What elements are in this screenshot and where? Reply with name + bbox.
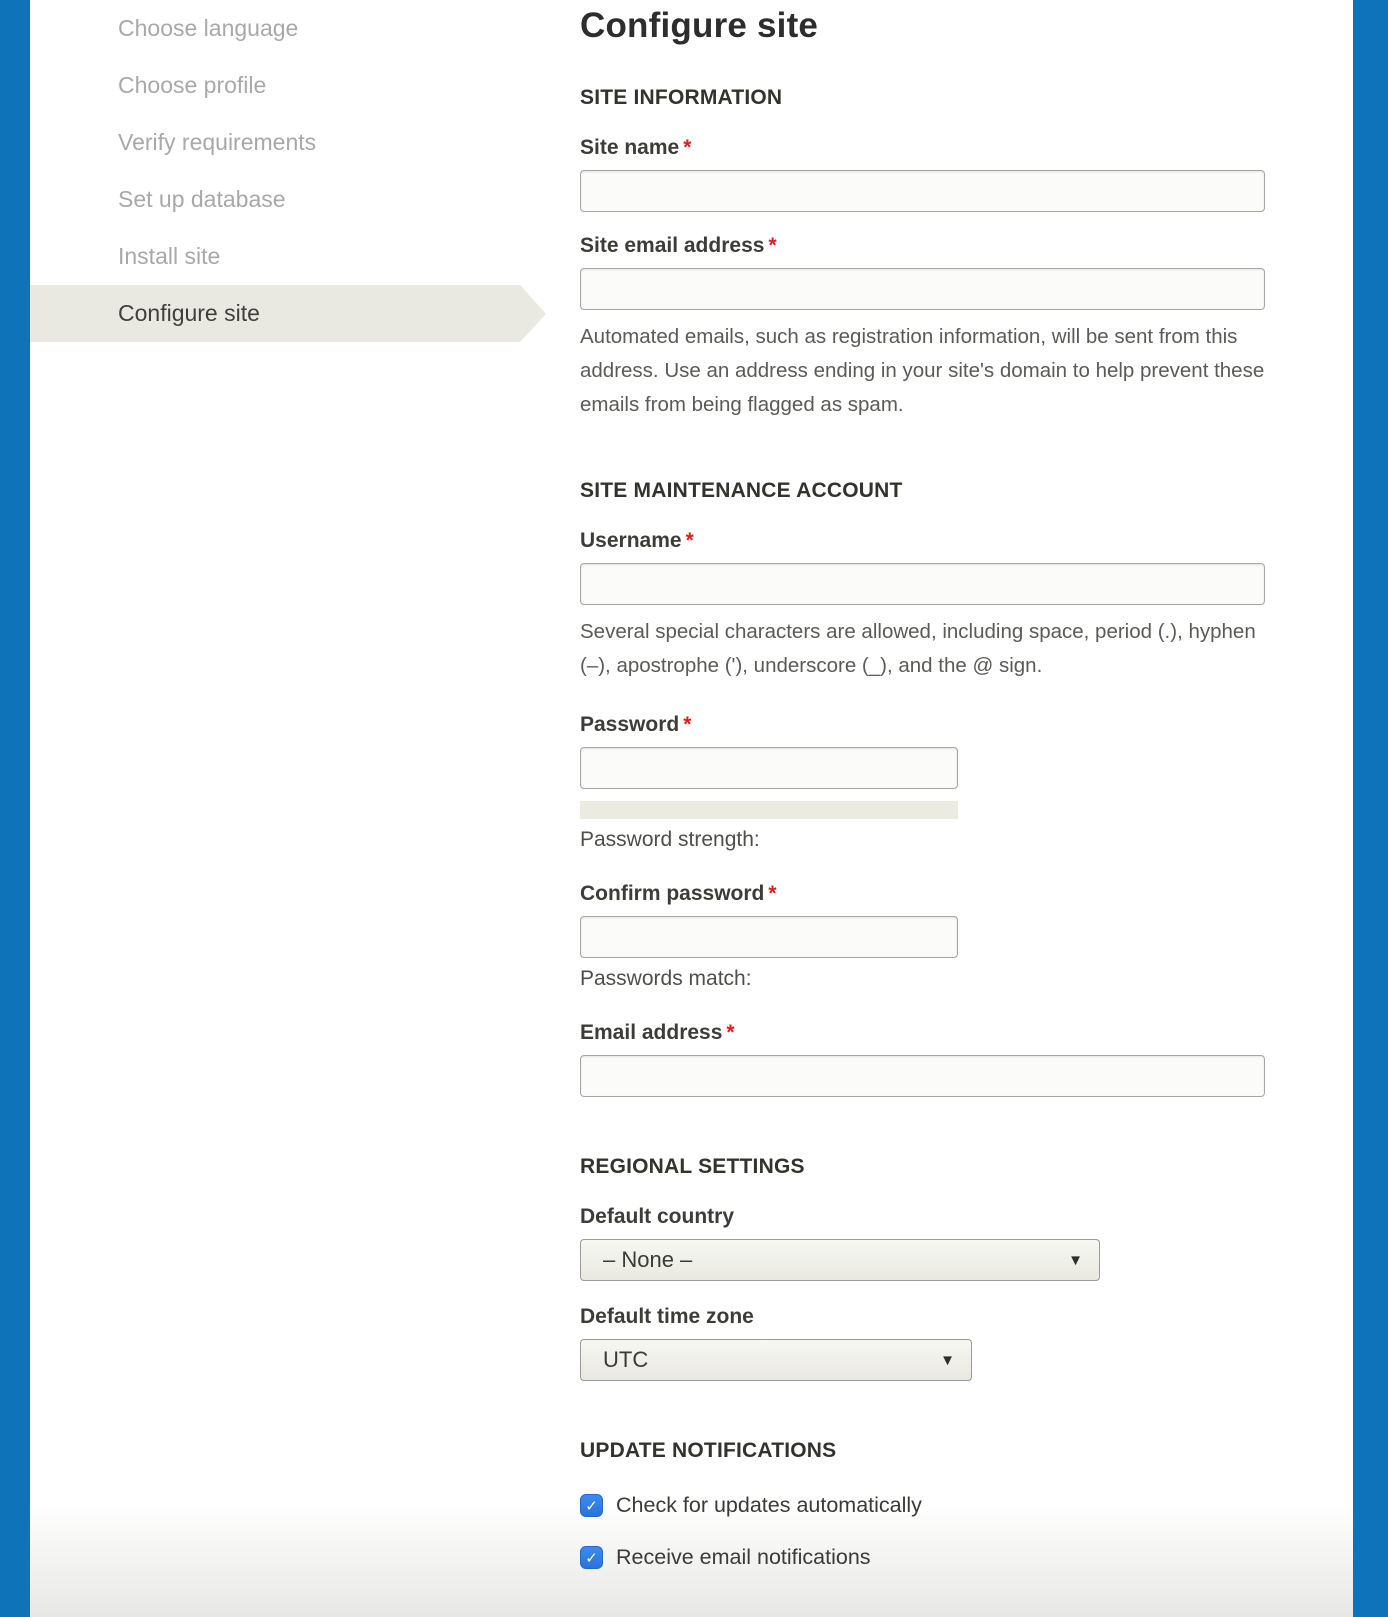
default-country-selected-value: – None – [603,1247,693,1273]
required-asterisk: * [768,882,777,906]
install-steps-sidebar [30,0,520,342]
default-time-zone-selected-value: UTC [603,1347,649,1373]
password-input[interactable] [580,747,958,789]
step-install-site [30,228,520,285]
default-time-zone-select[interactable] [580,1339,972,1381]
check-updates-checkbox[interactable]: ✓ [580,1494,603,1517]
site-name-field [580,136,1265,212]
default-time-zone-field [580,1305,1265,1381]
step-label: Choose language [118,15,299,41]
password-strength-label: Password strength: [580,828,760,852]
password-strength-bar [580,801,958,819]
chevron-down-icon: ▼ [940,1351,955,1369]
site-email-input[interactable] [580,268,1265,310]
check-updates-label: Check for updates automatically [616,1493,922,1518]
username-label: Username * [580,529,694,553]
account-email-input[interactable] [580,1055,1265,1097]
required-asterisk: * [683,136,692,159]
site-email-label: Site email address * [580,234,777,257]
site-name-label: Site name * [580,136,692,159]
username-field [580,529,1265,683]
account-email-field [580,1021,1265,1097]
page-title: Configure site [580,6,819,45]
site-maintenance-heading: SITE MAINTENANCE ACCOUNT [580,479,903,503]
check-updates-row [580,1493,1265,1518]
password-label: Password * [580,713,692,737]
regional-settings-heading: REGIONAL SETTINGS [580,1155,805,1179]
confirm-password-input[interactable] [580,916,958,958]
step-configure-site-active [30,285,520,342]
default-time-zone-label: Default time zone [580,1305,754,1329]
step-label: Choose profile [118,72,267,98]
required-asterisk: * [726,1021,735,1045]
username-description: Several special characters are allowed, including space, period (.), hyphen (–), apostrophe ('), underscore (_), and the @ sign. [580,620,1256,678]
account-email-label: Email address * [580,1021,735,1045]
installer-card [30,0,1353,1617]
confirm-password-field [580,882,1265,991]
step-verify-requirements [30,114,520,171]
site-maintenance-account-section [580,479,1265,1097]
site-information-section [580,86,1265,421]
default-country-select[interactable] [580,1239,1100,1281]
step-choose-language [30,0,520,57]
update-notifications-heading: UPDATE NOTIFICATIONS [580,1439,837,1463]
update-notifications-section [580,1439,1265,1570]
step-label: Verify requirements [118,129,317,155]
site-email-field [580,234,1265,421]
default-country-field [580,1205,1265,1281]
configure-site-form [580,0,1265,1617]
site-name-input[interactable] [580,170,1265,212]
step-set-up-database [30,171,520,228]
required-asterisk: * [768,234,777,257]
step-label: Set up database [118,186,286,212]
site-information-heading: SITE INFORMATION [580,86,783,109]
receive-email-checkbox[interactable]: ✓ [580,1546,603,1569]
confirm-password-label: Confirm password * [580,882,777,906]
passwords-match-label: Passwords match: [580,967,752,991]
regional-settings-section [580,1155,1265,1381]
chevron-down-icon: ▼ [1068,1251,1083,1269]
step-choose-profile [30,57,520,114]
step-label: Install site [118,243,221,269]
receive-email-label: Receive email notifications [616,1545,871,1570]
required-asterisk: * [683,713,692,737]
receive-email-row [580,1545,1265,1570]
site-email-description: Automated emails, such as registration information, will be sent from this address. Use an address ending in your site's domain to help prevent these emails from being flagged as spam. [580,325,1265,416]
step-label: Configure site [118,300,260,326]
password-field [580,713,1265,852]
required-asterisk: * [685,529,694,553]
default-country-label: Default country [580,1205,735,1229]
username-input[interactable] [580,563,1265,605]
